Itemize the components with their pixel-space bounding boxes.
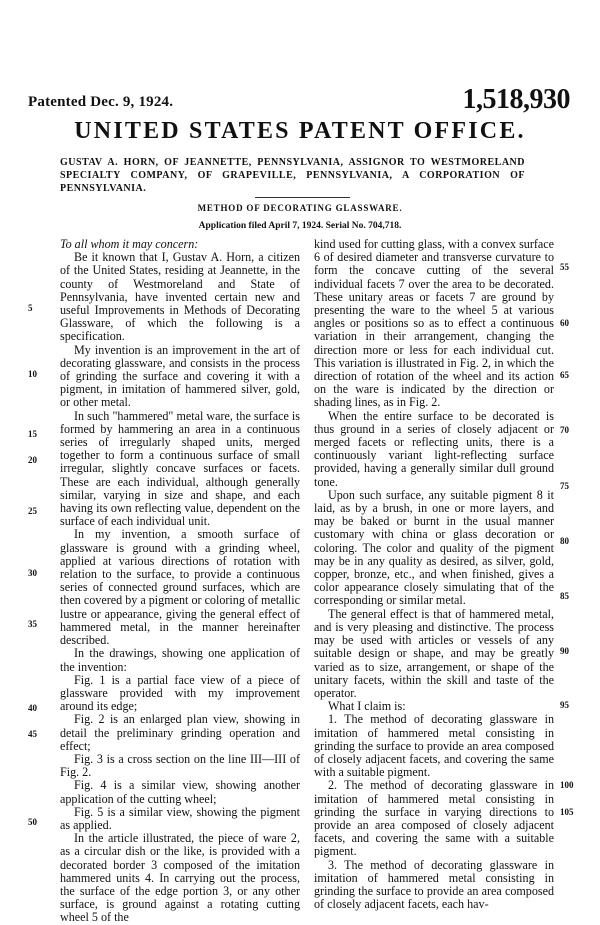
- line-number: 100: [560, 780, 574, 790]
- left-column-paragraph: Fig. 3 is a cross section on the line III—III of Fig. 2.: [60, 751, 300, 780]
- left-column-paragraph: Fig. 5 is a similar view, showing the pigment as applied.: [60, 804, 300, 832]
- left-column: [60, 238, 300, 925]
- right-column: [314, 238, 554, 911]
- line-number: 90: [560, 646, 569, 656]
- line-number: 45: [28, 729, 37, 739]
- left-column-paragraph: Fig. 1 is a partial face view of a piece of glassware provided with my improvement around its edge;: [60, 672, 300, 714]
- line-number: 70: [560, 425, 569, 435]
- left-column-paragraph: In such "hammered" metal ware, the surface is formed by hammering an area in a continuous series of irregularly shaped units, merged together to form a continuous surface of small irregular, slightly concave surfaces or facets. These are each individual, although generally similar, varying in size and shape, and each having its own reflecting value, dependent on the surface of each individual unit.: [60, 408, 300, 529]
- patented-date: Patented Dec. 9, 1924.: [28, 94, 174, 110]
- right-column-paragraph: kind used for cutting glass, with a convex surface 6 of desired diameter and transverse curvature to form the concave cutting of the several individual facets 7 over the area to be decorated. These unitary areas or facets 7 are ground by presenting the ware to the wheel 5 at various angles or positions so as to effect a continuous variation in their arrangement, changing the direction more or less for each individual cut. This variation is illustrated in Fig. 2, in which the direction of rotation of the wheel and its action on the ware is indicated by the direction or shading lines, as in Fig. 2.: [314, 237, 554, 410]
- line-number: 5: [28, 303, 33, 313]
- line-number: 85: [560, 591, 569, 601]
- patent-number: 1,518,930: [462, 84, 570, 115]
- left-column-paragraph: In the article illustrated, the piece of ware 2, as a circular dish or the like, is provided with a decorated border 3 composed of the imitation hammered units 4. In carrying out the process, the surface of the edge portion 3, or any other surface, is ground against a rotating cutting wheel 5 of the: [60, 831, 300, 925]
- application-filed: Application filed April 7, 1924. Serial No. 704,718.: [198, 221, 402, 231]
- left-column-paragraph: My invention is an improvement in the art of decorating glassware, and consists in the process of grinding the surface and covering it with a pigment, in imitation of hammered silver, gold, or other metal.: [60, 342, 300, 410]
- left-column-paragraph: Be it known that I, Gustav A. Horn, a citizen of the United States, residing at Jeannette, in the county of Westmoreland and State of Pennsylvania, have invented certain new and useful Improvements in Methods of Decorating Glassware, of which the following is a specification.: [60, 250, 300, 344]
- document-title: METHOD OF DECORATING GLASSWARE.: [197, 203, 403, 213]
- line-number: 30: [28, 568, 37, 578]
- line-number: 105: [560, 807, 574, 817]
- line-number: 25: [28, 506, 37, 516]
- left-column-paragraph: To all whom it may concern:: [60, 237, 199, 251]
- line-number: 95: [560, 700, 569, 710]
- line-number: 40: [28, 703, 37, 713]
- line-number: 55: [560, 262, 569, 272]
- header-line: [28, 84, 570, 122]
- divider: [255, 197, 350, 198]
- line-number: 80: [560, 536, 569, 546]
- line-number: 15: [28, 429, 37, 439]
- right-column-paragraph: When the entire surface to be decorated is thus ground in a series of closely adjacent or merged facets or reflecting units, there is a continuously variant light-reflecting surface provided, having a generally similar dull ground tone.: [314, 408, 554, 489]
- right-column-paragraph: 3. The method of decorating glassware in imitation of hammered metal consisting in grinding the surface to provide an area composed of closely adjacent facets, each hav-: [314, 857, 554, 912]
- line-number: 50: [28, 817, 37, 827]
- right-column-paragraph: The general effect is that of hammered metal, and is very pleasing and distinctive. The process may be used with articles or vessels of any suitable design or shape, and may be greatly varied as to size, arrangement, or shape of the unitary facets, within the skill and taste of the operator.: [314, 606, 554, 700]
- line-number: 60: [560, 318, 569, 328]
- line-number: 20: [28, 455, 37, 465]
- line-number: 75: [560, 481, 569, 491]
- right-column-paragraph: 2. The method of decorating glassware in imitation of hammered metal consisting in grinding the surface in varying directions to provide an area composed of closely adjacent facets, and covering the same with a suitable pigment.: [314, 778, 554, 859]
- right-column-paragraph: Upon such surface, any suitable pigment 8 it laid, as by a brush, in one or more layers, and may be baked or burnt in the usual manner customary with china or glass decoration or coloring. The color and quality of the pigment may be in any quality as desired, as silver, gold, copper, bronze, etc., and when finished, gives a color appearance closely simulating that of the corresponding or similar metal.: [314, 487, 554, 608]
- line-number: 35: [28, 619, 37, 629]
- left-column-paragraph: Fig. 2 is an enlarged plan view, showing in detail the preliminary grinding operation and effect;: [60, 712, 300, 753]
- right-column-paragraph: What I claim is:: [328, 699, 406, 714]
- line-number: 10: [28, 369, 37, 379]
- line-number: 65: [560, 370, 569, 380]
- left-column-paragraph: In my invention, a smooth surface of glassware is ground with a grinding wheel, applied at various directions of rotation with relation to the surface, to provide a continuous series of connected ground surfaces, which are then covered by a pigment or coloring of metallic lustre or appearance, giving the general effect of hammered metal, in the manner hereinafter described.: [60, 527, 300, 648]
- office-title: UNITED STATES PATENT OFFICE.: [74, 118, 526, 144]
- left-column-paragraph: Fig. 4 is a similar view, showing another application of the cutting wheel;: [60, 778, 300, 806]
- left-column-paragraph: In the drawings, showing one application of the invention:: [60, 646, 300, 674]
- inventor-line: GUSTAV A. HORN, OF JEANNETTE, PENNSYLVANIA, ASSIGNOR TO WESTMORELAND SPECIALTY COMPANY, OF GRAPEVILLE, PENNSYLVANIA, A CORPORATION OF PENNSYLVANIA.: [60, 157, 525, 194]
- right-column-paragraph: 1. The method of decorating glassware in imitation of hammered metal consisting in grinding the surface to provide an area composed of closely adjacent facets, and covering the same with a suitable pigment.: [314, 712, 554, 780]
